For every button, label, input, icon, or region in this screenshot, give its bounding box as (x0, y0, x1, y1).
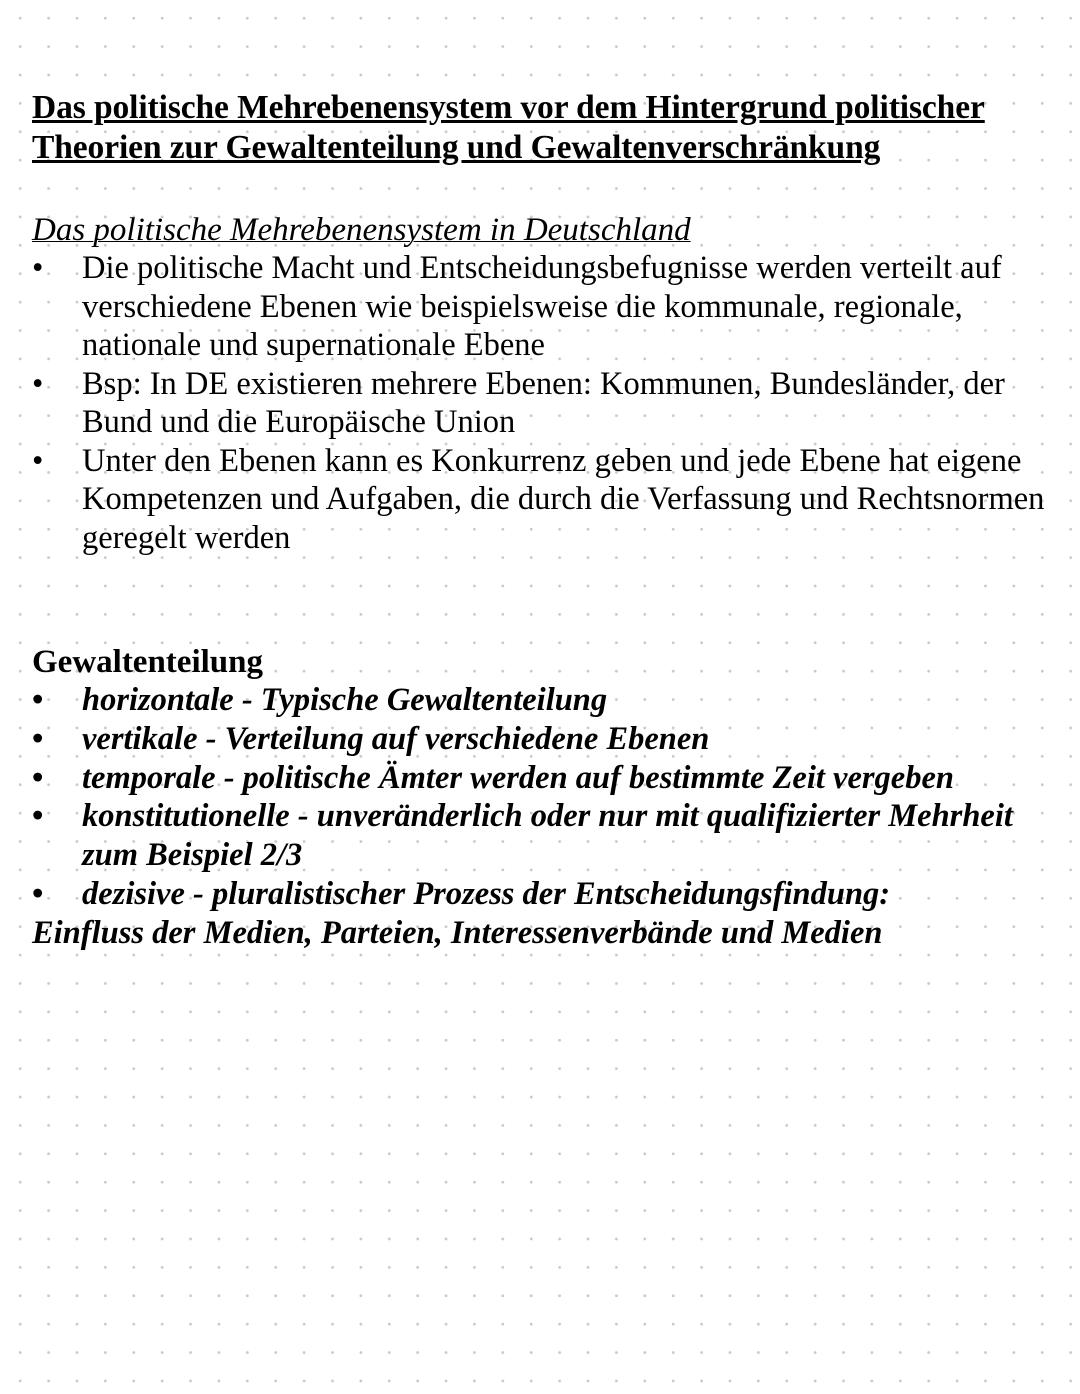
list-item (32, 797, 1052, 875)
document-title-line-2: Theorien zur Gewaltenteilung und Gewaltenverschränkung (32, 129, 881, 166)
section-subtitle: Das politische Mehrebenensystem in Deutschland (32, 212, 691, 248)
list-item (32, 365, 1052, 442)
list-item-text: Unter den Ebenen kann es Konkurrenz geben und jede Ebene hat eigene Kompetenzen und Aufgaben, die durch die Verfassung und Rechtsnormen geregelt werden (82, 442, 1045, 556)
bullet-icon: • (32, 365, 44, 402)
gewaltenteilung-bullet-list (32, 681, 1052, 914)
bullet-icon: • (32, 759, 44, 796)
list-item (32, 681, 1052, 720)
gewaltenteilung-heading: Gewaltenteilung (32, 644, 263, 680)
bullet-icon: • (32, 250, 44, 286)
bullet-icon: • (32, 720, 44, 757)
list-item (32, 759, 1052, 798)
list-item-text: Die politische Macht und Entscheidungsbefugnisse werden verteilt auf verschiedene Ebenen wie beispielsweise die kommunale, regionale, nationale und supernationale Ebene (82, 250, 1002, 363)
list-item-text: vertikale - Verteilung auf verschiedene Ebenen (82, 720, 710, 757)
mehrebenen-bullet-list (32, 249, 1052, 557)
note-page (32, 88, 1052, 953)
list-item (32, 249, 1052, 365)
list-item (32, 442, 1052, 558)
list-item-text: konstitutionelle - unveränderlich oder nur mit qualifizierter Mehrheit zum Beispiel 2/3 (82, 798, 1013, 874)
list-item (32, 720, 1052, 759)
list-item-text: horizontale - Typische Gewaltenteilung (82, 682, 608, 718)
bullet-icon: • (32, 875, 44, 912)
list-item-text: dezisive - pluralistischer Prozess der Entscheidungsfindung: (82, 875, 891, 912)
list-item-text: temporale - politische Ämter werden auf bestimmte Zeit vergeben (82, 759, 954, 796)
bullet-icon: • (32, 682, 44, 718)
document-title (32, 88, 1052, 168)
document-title-line-1: Das politische Mehrebenensystem vor dem Hintergrund politischer (32, 89, 985, 126)
list-item (32, 875, 1052, 914)
bullet-icon: • (32, 442, 44, 479)
list-continuation-text: Einfluss der Medien, Parteien, Interessenverbände und Medien (32, 914, 883, 951)
bullet-icon: • (32, 798, 44, 835)
list-item-text: Bsp: In DE existieren mehrere Ebenen: Kommunen, Bundesländer, der Bund und die Europäische Union (82, 365, 1005, 440)
